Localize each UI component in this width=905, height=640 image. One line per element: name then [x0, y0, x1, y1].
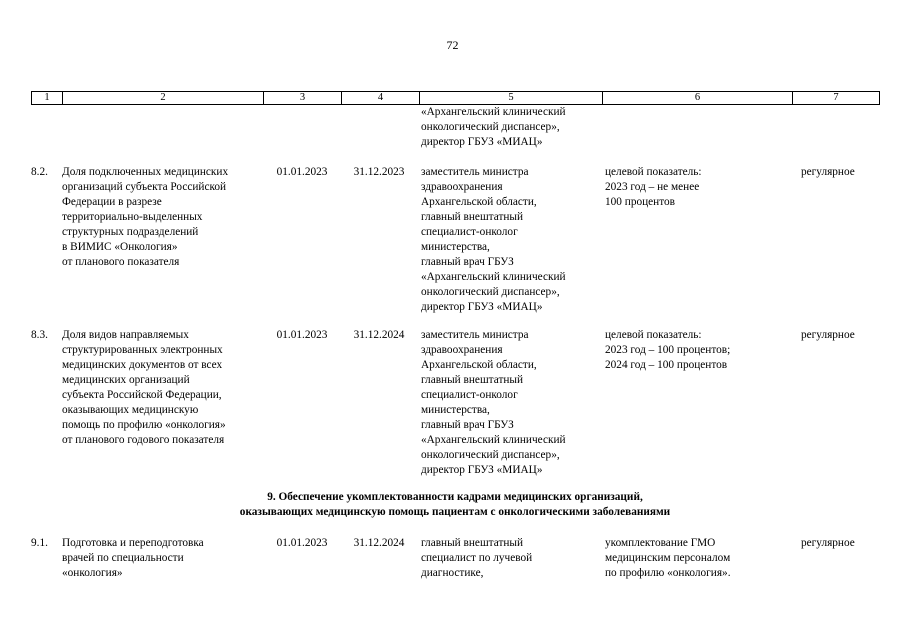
row-end-date: 31.12.2023 [353, 166, 405, 178]
row-number: 8.3. [31, 329, 48, 341]
col-header-6: 6 [603, 92, 793, 105]
row-responsible: главный внештатный специалист по лучевой диагностике, [421, 537, 533, 579]
row-type: регулярное [801, 537, 855, 549]
col-header-5: 5 [420, 92, 603, 105]
row-responsible: заместитель министра здравоохранения Архангельской области, главный внештатный специалист-онколог министерства, главный врач ГБУЗ «Архангельский клинический онкологический диспансер», директор ГБУЗ «МИАЦ» [421, 329, 566, 476]
col-header-1: 1 [32, 92, 63, 105]
row-number: 8.2. [31, 166, 48, 178]
row-start-date: 01.01.2023 [276, 329, 328, 341]
row-start-date: 01.01.2023 [276, 537, 328, 549]
row-responsible: заместитель министра здравоохранения Архангельской области, главный внештатный специалист-онколог министерства, главный врач ГБУЗ «Архангельский клинический онкологический диспансер», директор ГБУЗ «МИАЦ» [421, 166, 566, 313]
row-result: целевой показатель: 2023 год – не менее 100 процентов [605, 166, 702, 208]
row-number: 9.1. [31, 537, 48, 549]
row-name: Доля подключенных медицинских организаций субъекта Российской Федерации в разрезе территориально-выделенных структурных подразделений в ВИМИС «Онкология» от планового показателя [62, 166, 229, 268]
row-name: Доля видов направляемых структурированных электронных медицинских документов от всех медицинских организаций субъекта Российской Федерации, оказывающих медицинскую помощь по профилю «онкология» от планового годового показателя [62, 329, 226, 446]
row-result: укомплектование ГМО медицинским персоналом по профилю «онкология». [605, 537, 731, 579]
row-name: Подготовка и переподготовка врачей по специальности «онкология» [62, 537, 204, 579]
row-type: регулярное [801, 329, 855, 341]
row-result: целевой показатель: 2023 год – 100 процентов; 2024 год – 100 процентов [605, 329, 731, 371]
column-header-row [31, 91, 880, 105]
continuation-responsible: «Архангельский клинический онкологический диспансер», директор ГБУЗ «МИАЦ» [421, 106, 566, 148]
row-end-date: 31.12.2024 [353, 537, 405, 549]
col-header-7: 7 [793, 92, 880, 105]
col-header-2: 2 [63, 92, 264, 105]
col-header-4: 4 [342, 92, 420, 105]
page-number: 72 [446, 38, 459, 52]
row-end-date: 31.12.2024 [353, 329, 405, 341]
row-type: регулярное [801, 166, 855, 178]
section-heading: 9. Обеспечение укомплектованности кадрами медицинских организаций, оказывающих медицинскую помощь пациентам с онкологическими заболеваниями [239, 491, 671, 518]
col-header-3: 3 [264, 92, 342, 105]
row-start-date: 01.01.2023 [276, 166, 328, 178]
